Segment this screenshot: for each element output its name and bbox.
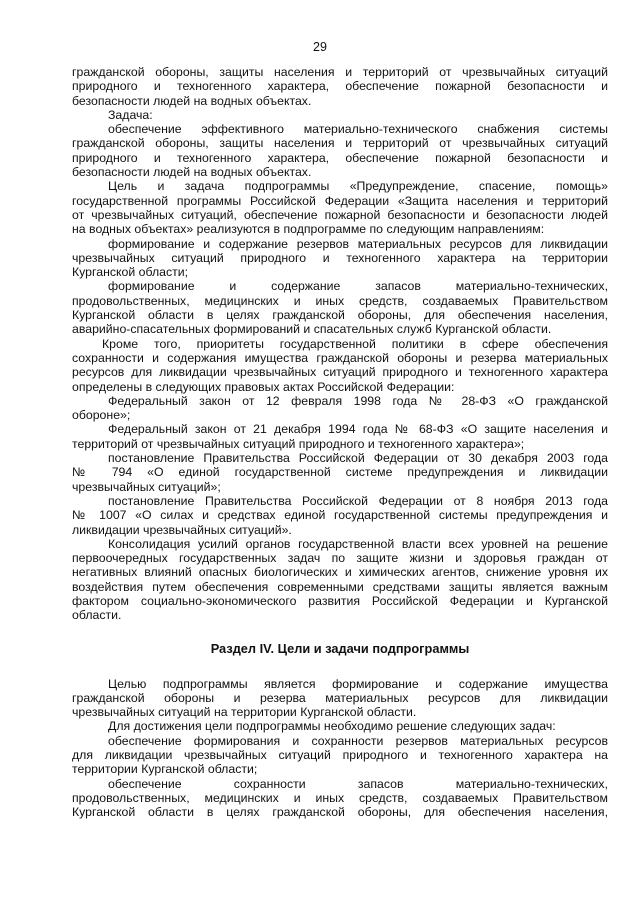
text-line: определены в следующих правовых актах Российской Федерации: [72,379,455,394]
text-line: Для достижения цели подпрограммы необходимо решение следующих задач: [108,719,556,734]
text-line: территорий от чрезвычайных ситуаций природного и техногенного характера»; [72,436,525,451]
text-line: гражданской обороны и резерва материальных ресурсов для ликвидации [72,690,608,705]
text-line: Федеральный закон от 12 февраля 1998 года № 28-ФЗ «О гражданской [108,393,608,408]
text-line: формирование и содержание резервов материальных ресурсов для ликвидации [108,236,608,251]
text-line: негативных влияний опасных биологических и химических агентов, снижение уровня их [72,565,608,580]
text-line: Цель и задача подпрограммы «Предупреждение, спасение, помощь» [108,179,608,194]
section-heading: Раздел IV. Цели и задачи подпрограммы [210,640,470,656]
text-line: воздействия путем обеспечения современными средствами защиты является важным [72,579,608,594]
document-body [72,65,608,820]
text-line: продовольственных, медицинских и иных средств, создаваемых Правительством [72,790,608,805]
text-line: Консолидация усилий органов государственной власти всех уровней на решение [108,536,608,551]
text-line: обороне»; [72,408,131,423]
text-line: от чрезвычайных ситуаций, обеспечение пожарной безопасности и безопасности людей [72,207,608,222]
text-line: № 1007 «О силах и средствах единой государственной системы предупреждения и [72,508,608,523]
text-line: фактором социально-экономического развития Российской Федерации и Курганской [72,593,608,608]
text-line: Курганской области в целях гражданской обороны, для обеспечения населения, [72,308,608,323]
text-line: природного и техногенного характера, обеспечение пожарной безопасности и [72,79,608,94]
text-line: аварийно-спасательных формирований и спасательных служб Курганской области. [72,322,552,337]
text-line: постановление Правительства Российской Федерации от 8 ноября 2013 года [108,493,608,508]
text-line: продовольственных, медицинских и иных средств, создаваемых Правительством [72,293,608,308]
text-line: № 794 «О единой государственной системе предупреждения и ликвидации [72,465,608,480]
text-line: постановление Правительства Российской Федерации от 30 декабря 2003 года [108,451,608,466]
text-line: обеспечение эффективного материально-технического снабжения системы [108,122,608,137]
text-line: формирование и содержание запасов материально-технических, [108,279,608,294]
text-line: безопасности людей на водных объектах. [72,93,312,108]
text-line: гражданской обороны, защиты населения и территорий от чрезвычайных ситуаций [72,136,608,151]
page-number: 29 [313,40,327,54]
text-line: обеспечение формирования и сохранности резервов материальных ресурсов [108,733,608,748]
text-line: Курганской области в целях гражданской обороны, для обеспечения населения, [72,805,608,820]
text-line: области. [72,608,122,623]
text-line: обеспечение сохранности запасов материально-технических, [108,776,608,791]
spacer [72,656,608,677]
text-line: Курганской области; [72,265,189,280]
text-line: Задача: [108,107,153,122]
text-line: Федеральный закон от 21 декабря 1994 года № 68-ФЗ «О защите населения и [108,422,608,437]
text-line: сохранности и содержания имущества гражданской обороны и резерва материальных [72,350,608,365]
text-line: чрезвычайных ситуаций на территории Курганской области. [72,705,417,720]
text-line: природного и техногенного характера, обеспечение пожарной безопасности и [72,150,608,165]
text-line: на водных объектах» реализуются в подпрограмме по следующим направлениям: [72,222,545,237]
text-line: первоочередных государственных задач по защите жизни и здоровья граждан от [72,551,608,566]
text-line: чрезвычайных ситуаций»; [72,479,221,494]
text-line: государственной программы Российской Федерации «Защита населения и территорий [72,193,608,208]
text-line: ликвидации чрезвычайных ситуаций». [72,522,292,537]
text-line: гражданской обороны, защиты населения и территорий от чрезвычайных ситуаций [72,65,608,79]
text-line: безопасности людей на водных объектах. [72,165,312,180]
text-line: для ликвидации чрезвычайных ситуаций природного и техногенного характера на [72,748,608,763]
text-line: территории Курганской области; [72,762,258,777]
text-line: Целью подпрограммы является формирование и содержание имущества [108,676,608,691]
text-line: чрезвычайных ситуаций природного и техногенного характера на территории [72,250,608,265]
text-line: ресурсов для ликвидации чрезвычайных ситуаций природного и техногенного характера [72,365,608,380]
text-line: Кроме того, приоритеты государственной политики в сфере обеспечения [102,336,608,351]
spacer [72,623,608,641]
